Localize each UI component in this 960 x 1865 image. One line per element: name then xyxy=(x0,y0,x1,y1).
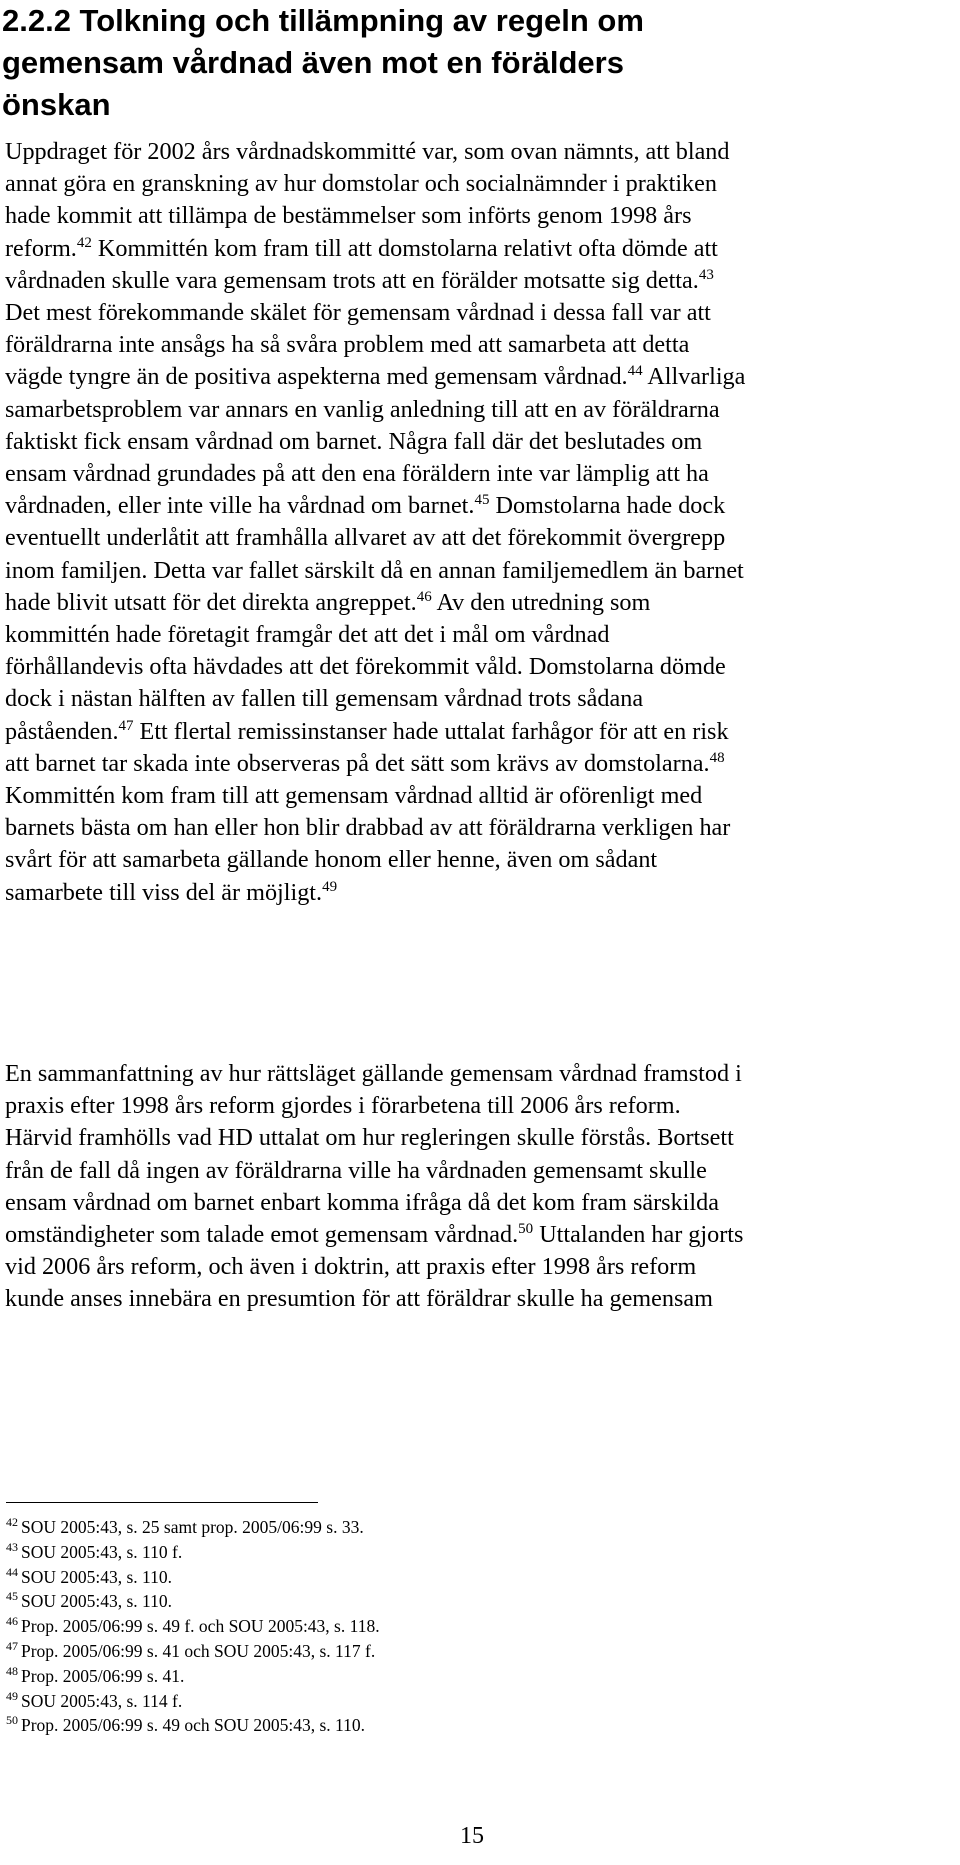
text-segment: påståenden. xyxy=(5,717,119,745)
text-segment: inom familjen. Detta var fallet särskilt då en annan familjemedlem än barnet xyxy=(5,556,744,584)
footnote xyxy=(6,1713,906,1738)
footnote xyxy=(6,1540,906,1565)
footnote-reference: 46 xyxy=(416,588,432,605)
text-segment: Ett flertal remissinstanser hade uttalat farhågor för att en risk xyxy=(133,717,729,745)
heading-line: 2.2.2 Tolkning och tillämpning av regeln om xyxy=(2,3,644,38)
text-line xyxy=(5,651,955,683)
heading-line: önskan xyxy=(2,87,111,122)
text-segment: dock i nästan hälften av fallen till gemensam vårdnad trots sådana xyxy=(5,685,644,713)
text-segment: svårt för att samarbeta gällande honom eller henne, även om sådant xyxy=(5,846,658,874)
text-line xyxy=(5,844,955,876)
text-segment: omständigheter som talade emot gemensam vårdnad. xyxy=(5,1221,519,1249)
footnote-separator xyxy=(6,1502,318,1503)
heading-line: gemensam vårdnad även mot en förälders xyxy=(2,45,624,80)
text-segment: praxis efter 1998 års reform gjordes i förarbetena till 2006 års reform. xyxy=(5,1092,681,1120)
footnote-reference: 49 xyxy=(322,878,338,895)
text-segment: samarbete till viss del är möjligt. xyxy=(5,878,323,906)
footnote xyxy=(6,1614,906,1639)
text-line xyxy=(5,394,955,426)
text-line xyxy=(5,683,955,715)
page-number: 15 xyxy=(460,1823,484,1849)
body-paragraph xyxy=(5,136,955,909)
footnote xyxy=(6,1565,906,1590)
text-line xyxy=(5,168,955,200)
text-line xyxy=(5,426,955,458)
footnote-number: 43 xyxy=(6,1539,18,1554)
text-segment: ensam vårdnad grundades på att den ena föräldern inte var lämplig att ha xyxy=(5,460,709,488)
footnote-reference: 47 xyxy=(118,717,134,734)
footnote-number: 45 xyxy=(6,1589,18,1604)
footnote-list xyxy=(6,1515,906,1738)
text-line xyxy=(5,297,955,329)
text-segment: Uppdraget för 2002 års vårdnadskommitté var, som ovan nämnts, att bland xyxy=(5,138,730,165)
section-heading xyxy=(2,0,952,126)
text-line xyxy=(5,329,955,361)
text-segment: Allvarliga xyxy=(642,363,746,391)
footnote xyxy=(6,1689,906,1714)
text-line xyxy=(5,716,955,748)
footnote xyxy=(6,1515,906,1540)
text-segment: från de fall då ingen av föräldrarna ville ha vårdnaden gemensamt skulle xyxy=(5,1156,707,1184)
text-segment: vårdnaden skulle vara gemensam trots att en förälder motsatte sig detta. xyxy=(5,266,699,294)
text-line xyxy=(5,1187,955,1219)
text-line xyxy=(5,361,955,393)
text-line xyxy=(5,1155,955,1187)
text-segment: Härvid framhölls vad HD uttalat om hur regleringen skulle förstås. Bortsett xyxy=(5,1124,734,1152)
text-segment: föräldrarna inte ansågs ha så svåra problem med att samarbeta att detta xyxy=(5,331,690,359)
text-segment: hade kommit att tillämpa de bestämmelser som införts genom 1998 års xyxy=(5,202,692,230)
footnote-reference: 42 xyxy=(76,234,92,251)
footnote-reference: 43 xyxy=(698,266,714,283)
footnote-number: 47 xyxy=(6,1638,18,1653)
footnote-reference: 50 xyxy=(518,1221,534,1238)
text-line xyxy=(5,619,955,651)
body-paragraph xyxy=(5,1058,955,1316)
text-segment: Kommittén kom fram till att domstolarna relativt ofta dömde att xyxy=(91,234,718,262)
footnote xyxy=(6,1664,906,1689)
text-segment: vid 2006 års reform, och även i doktrin, att praxis efter 1998 års reform xyxy=(5,1253,697,1281)
footnote-number: 50 xyxy=(6,1713,18,1728)
text-line xyxy=(5,200,955,232)
text-line xyxy=(5,812,955,844)
text-line xyxy=(5,780,955,812)
footnote-text: SOU 2005:43, s. 110. xyxy=(21,1591,173,1612)
text-segment: faktiskt fick ensam vårdnad om barnet. Några fall där det beslutades om xyxy=(5,427,703,455)
footnote-number: 46 xyxy=(6,1614,18,1629)
text-line xyxy=(5,490,955,522)
text-line xyxy=(5,555,955,587)
text-segment: Kommittén kom fram till att gemensam vårdnad alltid är oförenligt med xyxy=(5,782,703,810)
footnote xyxy=(6,1589,906,1614)
text-segment: kunde anses innebära en presumtion för att föräldrar skulle ha gemensam xyxy=(5,1285,713,1313)
text-line xyxy=(5,877,955,909)
text-line xyxy=(5,1219,955,1251)
text-segment: samarbetsproblem var annars en vanlig anledning till att en av föräldrarna xyxy=(5,395,720,423)
text-line xyxy=(5,522,955,554)
text-segment: annat göra en granskning av hur domstolar och socialnämnder i praktiken xyxy=(5,170,717,198)
footnote-number: 42 xyxy=(6,1515,18,1529)
footnote-number: 49 xyxy=(6,1688,18,1703)
text-segment: reform. xyxy=(5,234,77,262)
text-segment: Det mest förekommande skälet för gemensam vårdnad i dessa fall var att xyxy=(5,299,711,327)
text-segment: Uttalanden har gjorts xyxy=(533,1221,744,1249)
text-segment: ensam vårdnad om barnet enbart komma ifråga då det kom fram särskilda xyxy=(5,1188,719,1216)
text-line xyxy=(5,1251,955,1283)
footnote-text: Prop. 2005/06:99 s. 41 och SOU 2005:43, s. 117 f. xyxy=(21,1640,376,1661)
text-line xyxy=(5,1122,955,1154)
text-line xyxy=(5,265,955,297)
text-segment: hade blivit utsatt för det direkta angreppet. xyxy=(5,588,417,616)
footnote-text: SOU 2005:43, s. 25 samt prop. 2005/06:99 s. 33. xyxy=(21,1517,364,1537)
footnote-text: SOU 2005:43, s. 110 f. xyxy=(21,1541,183,1562)
text-line xyxy=(5,136,955,168)
text-segment: kommittén hade företagit framgår det att det i mål om vårdnad xyxy=(5,621,610,649)
footnote xyxy=(6,1639,906,1664)
text-line xyxy=(5,1283,955,1315)
footnote-text: Prop. 2005/06:99 s. 49 och SOU 2005:43, s. 110. xyxy=(21,1715,366,1736)
text-line xyxy=(5,748,955,780)
footnote-text: SOU 2005:43, s. 110. xyxy=(21,1566,173,1587)
footnote-reference: 48 xyxy=(709,749,725,766)
text-line xyxy=(5,233,955,265)
text-segment: En sammanfattning av hur rättsläget gällande gemensam vårdnad framstod i xyxy=(5,1060,742,1087)
text-segment: vårdnaden, eller inte ville ha vårdnad om barnet. xyxy=(5,492,475,520)
footnote-text: SOU 2005:43, s. 114 f. xyxy=(21,1690,183,1711)
footnote-reference: 44 xyxy=(627,363,643,380)
text-segment: Domstolarna hade dock xyxy=(489,492,726,520)
text-line xyxy=(5,458,955,490)
footnote-number: 48 xyxy=(6,1663,18,1678)
footnote-number: 44 xyxy=(6,1564,18,1579)
text-segment: barnets bästa om han eller hon blir drabbad av att föräldrarna verkligen har xyxy=(5,814,731,842)
text-line xyxy=(5,1058,955,1090)
footnote-text: Prop. 2005/06:99 s. 49 f. och SOU 2005:43, s. 118. xyxy=(21,1616,380,1637)
text-segment: förhållandevis ofta hävdades att det förekommit våld. Domstolarna dömde xyxy=(5,653,726,681)
footnote-reference: 45 xyxy=(474,492,490,509)
text-segment: Av den utredning som xyxy=(431,588,651,616)
text-line xyxy=(5,1090,955,1122)
text-line xyxy=(5,587,955,619)
footnote-text: Prop. 2005/06:99 s. 41. xyxy=(21,1665,185,1686)
text-segment: eventuellt underlåtit att framhålla allvaret av att det förekommit övergrepp xyxy=(5,524,726,552)
text-segment: att barnet tar skada inte observeras på det sätt som krävs av domstolarna. xyxy=(5,749,710,777)
text-segment: vägde tyngre än de positiva aspekterna med gemensam vårdnad. xyxy=(5,363,628,391)
